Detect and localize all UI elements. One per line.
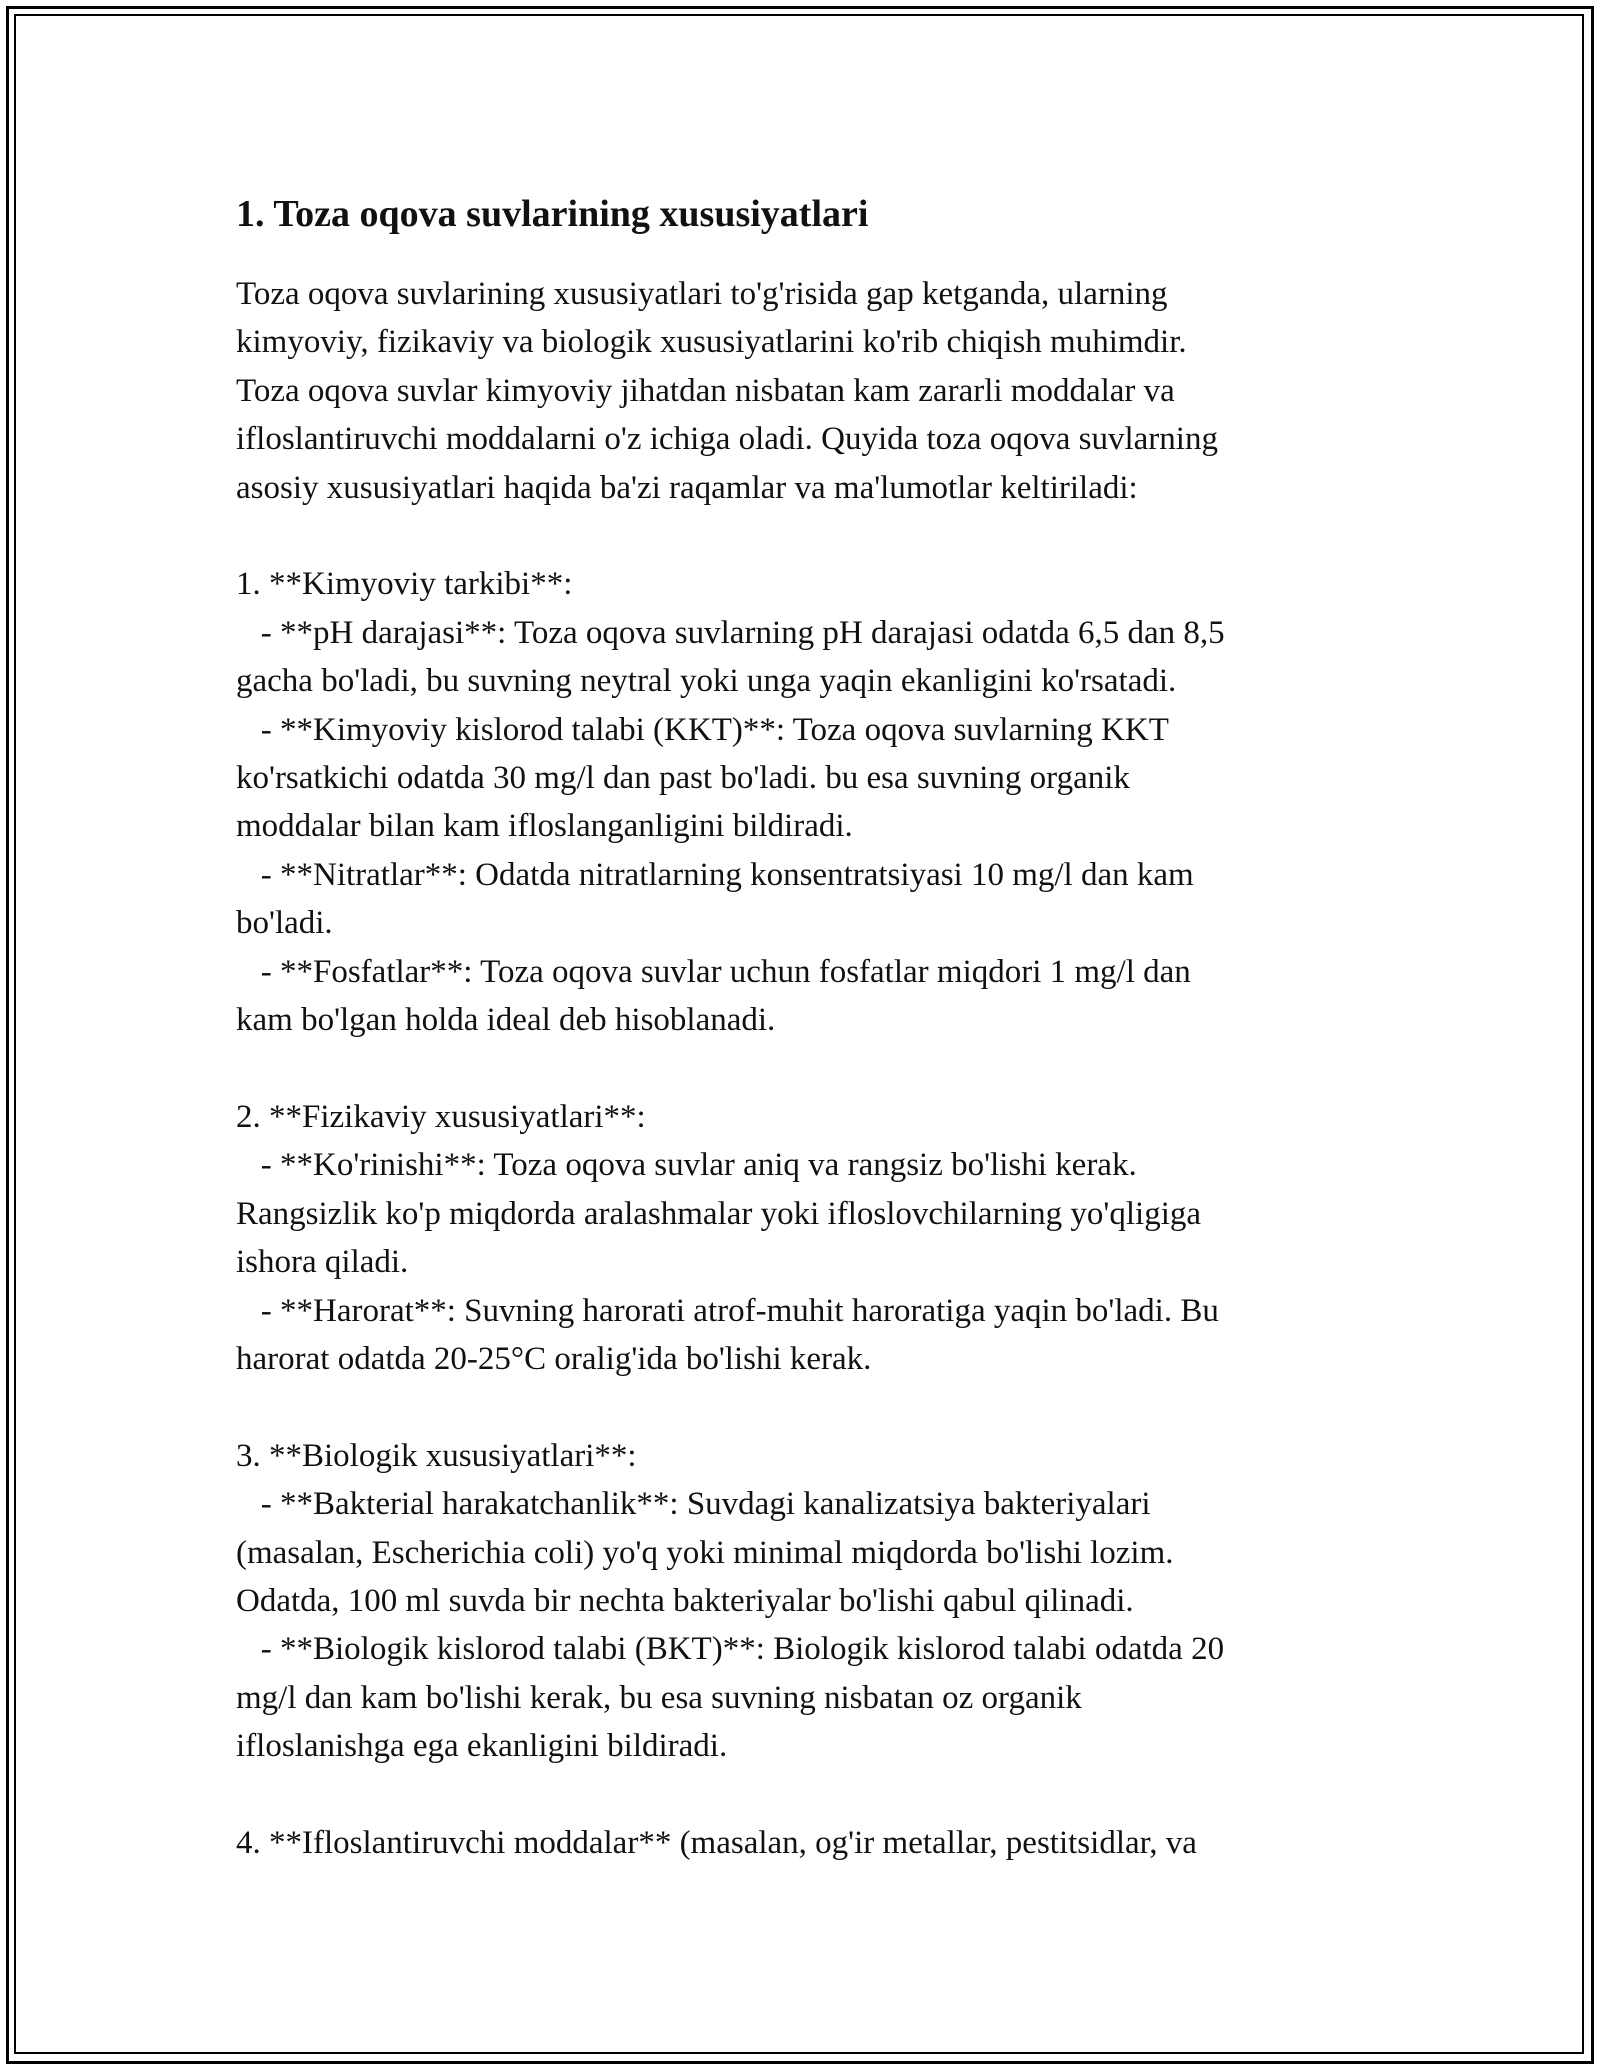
document-heading: 1. Toza oqova suvlarining xususiyatlari — [236, 193, 869, 235]
document-body: Toza oqova suvlarining xususiyatlari to'g'risida gap ketganda, ularning kimyoviy, fizikaviy va biologik xususiyatlarini ko'rib chiqish muhimdir. Toza oqova suvlar kimyoviy jihatdan nisbatan kam zararli moddalar va ifloslantiruvchi moddalarni o'z ichiga oladi. Quyida toza oqova suvlarning asosiy xususiyatlari haqida ba'zi raqamlar va ma'lumotlar keltiriladi: 1. **Kimyoviy tarkibi**: - **pH darajasi**: Toza oqova suvlarning pH darajasi odatda 6,5 dan 8,5 gacha bo'ladi, bu suvning neytral yoki unga yaqin ekanligini ko'rsatadi. - **Kimyoviy kislorod talabi (KKT)**: Toza oqova suvlarning KKT ko'rsatkichi odatda 30 mg/l dan past bo'ladi. bu esa suvning organik moddalar bilan kam ifloslanganligini bildiradi. - **Nitratlar**: Odatda nitratlarning konsentratsiyasi 10 mg/l dan kam bo'ladi. - **Fosfatlar**: Toza oqova suvlar uchun fosfatlar miqdori 1 mg/l dan kam bo'lgan holda ideal deb hisoblanadi. 2. **Fizikaviy xususiyatlari**: - **Ko'rinishi**: Toza oqova suvlar aniq va rangsiz bo'lishi kerak. Rangsizlik ko'p miqdorda aralashmalar yoki ifloslovchilarning yo'qligiga ishora qiladi. - **Harorat**: Suvning harorati atrof-muhit haroratiga yaqin bo'ladi. Bu harorat odatda 20-25°C oralig'ida bo'lishi kerak. 3. **Biologik xususiyatlari**: - **Bakterial harakatchanlik**: Suvdagi kanalizatsiya bakteriyalari (masalan, Escherichia coli) yo'q yoki minimal miqdorda bo'lishi lozim. Odatda, 100 ml suvda bir nechta bakteriyalar bo'lishi qabul qilinadi. - **Biologik kislorod talabi (BKT)**: Biologik kislorod talabi odatda 20 mg/l dan kam bo'lishi kerak, bu esa suvning nisbatan oz organik ifloslanishga ega ekanligini bildiradi. 4. **Ifloslantiruvchi moddalar** (masalan, og'ir metallar, pestitsidlar, va — [236, 276, 1225, 1861]
document-page — [236, 188, 1356, 1867]
